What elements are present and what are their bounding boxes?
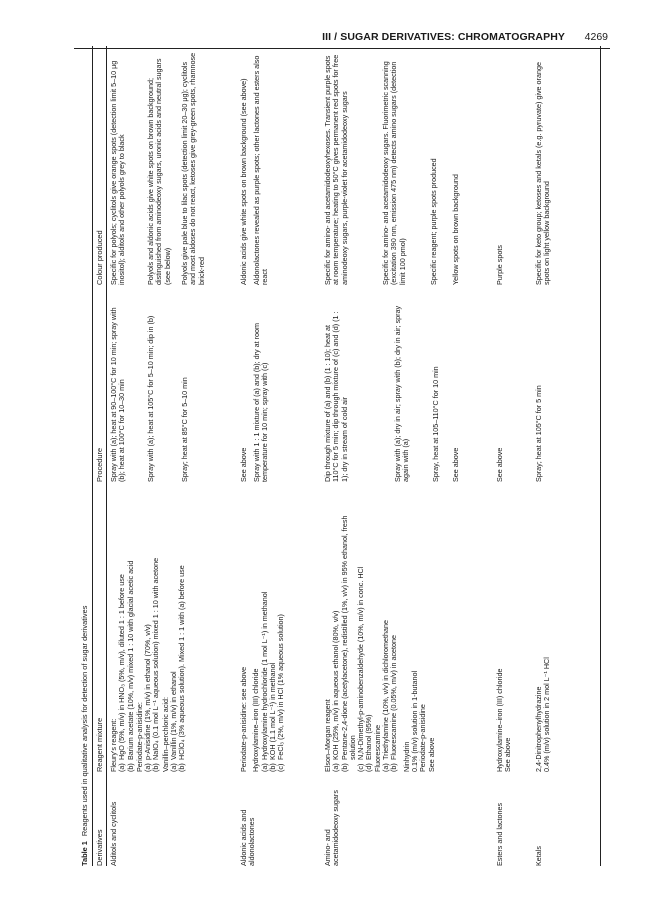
reagents-table: [80, 46, 620, 866]
procedure-cell: See above: [495, 447, 504, 482]
table-row-derivative: Ketals: [534, 846, 543, 866]
table-label: Table 1: [80, 841, 89, 866]
table-row-reagent: Hydroxylamine–iron (III) chloride See above: [495, 668, 513, 772]
colour-cell: Aldonic acids give white spots on brown background (see above): [239, 78, 248, 285]
colour-cell: Specific for keto group; ketoses and ketals (e.g. pyruvate) give orange spots on light yellow background: [534, 62, 552, 285]
procedure-cell: Spray; heat at 105°C for 5 min: [534, 385, 543, 482]
table-caption: [80, 606, 89, 866]
table-row-derivative: Amino- and acetamidodeoxy sugars: [323, 790, 341, 866]
colour-cell: Specific for amino- and acetamidodeoxyhexoses. Transient purple spots at room temperature; heating to 50°C gives permanent red spots for free aminodeoxy sugars, purple-violet for acetamidodeoxy sugars: [323, 54, 349, 285]
procedure-cell: Spray with (a); heat at 90–100°C for 10 min; spray with (b); heat at 100°C for 10–30 min: [109, 307, 127, 482]
table-top-rule: [92, 46, 93, 866]
colour-cell: Specific for polyols; cyclitols give orange spots (detection limit 5–10 μg inositol); alditols and other polyols grey to black: [109, 60, 127, 285]
procedure-cell: See above: [451, 447, 460, 482]
page-number: 4269: [584, 31, 608, 43]
procedure-cell: Spray with 1 : 1 mixture of (a) and (b); dry at room temperature for 10 min; spray with (c): [252, 323, 270, 482]
procedure-cell: Spray with (a); heat at 105°C for 5–10 min; dip in (b): [146, 315, 155, 482]
running-title: III / SUGAR DERIVATIVES: CHROMATOGRAPHY: [322, 31, 565, 43]
table-bottom-rule: [600, 46, 601, 866]
colour-cell: Specific reagent; purple spots produced: [429, 158, 438, 285]
table-caption-text: Reagents used in qualitative analysis for detection of sugar derivatives: [80, 605, 89, 837]
column-header-colour: Colour produced: [95, 230, 104, 285]
procedure-cell: See above: [239, 447, 248, 482]
procedure-cell: Spray, heat at 105–110°C for 10 min: [431, 366, 440, 482]
running-header: [0, 31, 668, 45]
column-header-procedure: Procedure: [95, 447, 104, 482]
procedure-cell: Spray with (a); dry in air; spray with (b); dry in air; spray again with (a): [393, 305, 411, 482]
colour-cell: Yellow spots on brown background: [451, 174, 460, 285]
table-row-reagent: Periodate-p-anisidine: see above Hydroxylamine–iron (III) chloride (a) Hydroxylamine hydrochloride (1 mol L⁻¹) in methanol (b) KOH (1.1 mol L⁻¹) in methanol (c) FeCl₃ (2%, m/v) in HCl (1% aqueous solution): [239, 591, 286, 772]
procedure-cell: Spray; heat at 85°C for 5–10 min: [180, 377, 189, 482]
colour-cell: Aldonolactones revealed as purple spots; other lactones and esters also react: [252, 55, 270, 285]
table-row-reagent: Fleury's reagent: (a) HgO (5%, m/v) in HNO₃ (5%, m/v), diluted 1 : 1 before use (b) Barium acetate (10%, m/v) mixed 1 : 10 with glacial acetic acid Periodate-p-anisidine: (a) p-Anisidine (1%, m/v) in ethanol (70%, v/v) (b) NaIO₄ (0.1 mol L⁻¹ aqueous solution) mixed 1 : 10 with acetone Vanillin–perchloric acid: (a) Vanillin (1%, m/v) in ethanol (b) HClO₄ (3% aqueous solution). Mixed 1 : 1 with (a) before use: [109, 557, 187, 772]
column-header-reagent: Reagent mixture: [95, 717, 104, 772]
colour-cell: Polyols give pale blue to lilac spots (detection limit 20–30 μg); cyclitols and most aldoses do not react, ketoses give grey-green spots, rhamnose brick-red: [180, 52, 206, 285]
colour-cell: Polyols and aldonic acids give white spots on brown background; distinguished from aminodeoxy sugars, uronic acids and neutral sugars (see below): [146, 58, 172, 285]
table-row-derivative: Aldonic acids and aldonolactones: [239, 809, 257, 866]
column-header-derivatives: Derivatives: [95, 829, 104, 866]
table-row-derivative: Alditols and cyclitols: [109, 801, 118, 866]
colour-cell: Purple spots: [495, 245, 504, 285]
table-row-derivative: Esters and lactones: [495, 802, 504, 866]
table-row-reagent: 2,4-Dinitrophenylhydrazine 0.4% (m/v) solution in 2 mol L⁻¹ HCl: [534, 657, 552, 772]
table-row-reagent: Elson–Morgan reagent (a) KOH (25%, m/v) in aqueous ethanol (80%, v/v) (b) Pentane-2,4-dione (acetylacetone), redistilled (1%, v/v) in 95% ethanol, fresh solution (c) N,N-Dimethyl-p-aminobenzaldehyde (10%, m/v) in conc. HCl (d) Ethanol (95%) Fluorescamine (a) Triethylamine (10%, v/v) in dichloromethane (b) Fluorescamine (0.05%, m/v) in acetone Ninhydrin 0.1% (m/v) solution in 1-butanol Periodate-p-anisidine See above: [323, 515, 436, 772]
table-header-rule: [106, 46, 107, 866]
procedure-cell: Dip through mixture of (a) and (b) (1 : 10); heat at 110°C for 5 min; dip through mixture of (c) and (d) (1 : 1); dry in stream of cold air: [323, 311, 349, 482]
colour-cell: Specific for amino- and acetamidodeoxy sugars. Fluorimetric scanning (excitation 390 nm, emission 475 nm) detects amino sugars (detection limit 100 pmol): [381, 61, 407, 285]
